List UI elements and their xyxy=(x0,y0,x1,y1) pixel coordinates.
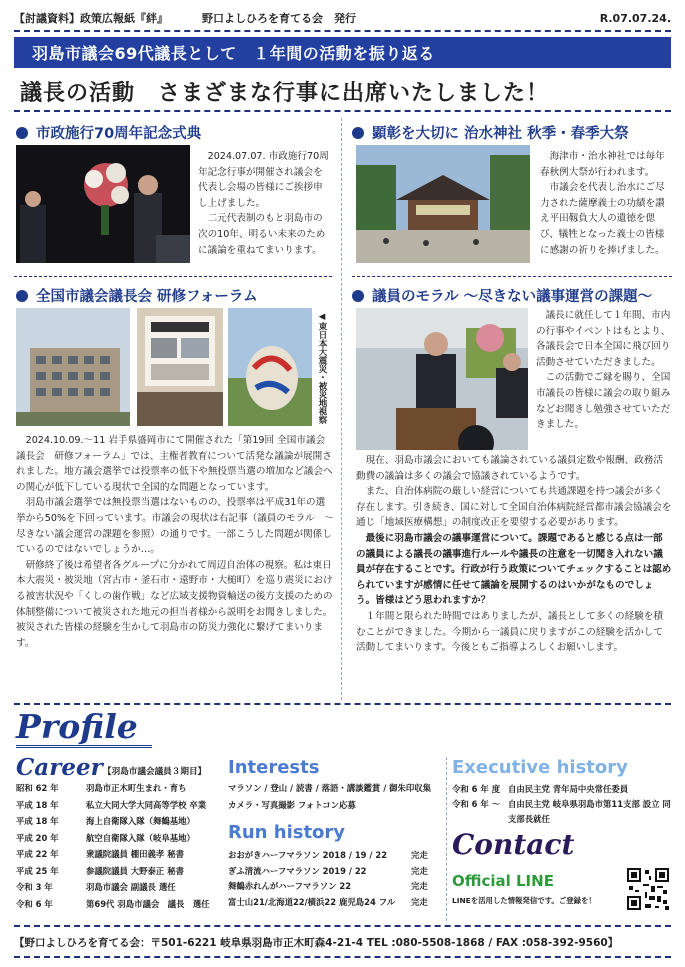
career-row xyxy=(16,830,222,847)
run-name: おおがきハーフマラソン 2018 / 19 / 22 xyxy=(228,850,388,860)
run-history-title: Run history xyxy=(228,822,346,843)
bullet-icon xyxy=(352,127,364,139)
career-note: 【羽島市議会議員３期目】 xyxy=(103,767,207,777)
ceremony-photo xyxy=(16,145,190,263)
run-status: 完走 xyxy=(411,850,428,860)
forum-text: 2024.10.09.～11 岩手県盛岡市にて開催された「第19回 全国市議会議長会 研修フォーラム」では、主権者教育について活発な議論が展開されました。地方議会選挙では投票率の低下や無投票当選の増加など議会への関心が低下している現状で全国的な問題となっています。 羽島市議会選挙では無投票当選はないものの、投票率は平成31年の選挙から50%を下回っています。市議会の現状は右記事（議員のモラル ～尽きない議会運営の課題を参照）の通りです。一部こうした問題が関係しているのではないでしょうか…。 研修終了後は希望者各グループに分かれて周辺自治体の視察。私は東日本大震災・被災地（宮古市・釜石市・遠野市・大槌町）を巡り震災における被害状況や「くしの歯作戦」など広域支援物資輸送の後方支援のための体制整備について被災された地元の担当者様から説明をお聞きしました。被災された皆様の経験を生かして羽島市の防災力強化に繋げてまいります。 xyxy=(16,435,334,649)
forum-photo-exhibit xyxy=(137,308,223,426)
ceremony-text: 2024.07.07. 市政施行70周年記念行事が開催され議会を代表し会場の皆様にご挨拶申し上げました。 二元代表制のもと羽島市の次の10年、明るい未来のために議論を重ねてまいります。 xyxy=(198,151,329,256)
shrine-text: 海津市・治水神社では毎年春秋例大祭が行われます。 市議会を代表し治水にご尽力された薩摩義士の功績を讃え平田靱負大人の遺徳を偲び、犠牲となった義士の皆様に感謝の祈りを捧げました。 xyxy=(540,151,665,256)
run-row xyxy=(228,879,443,895)
divider-right xyxy=(352,276,672,277)
career-row xyxy=(16,780,222,797)
career-text: 羽島市正木町生まれ・育ち xyxy=(86,783,187,793)
run-status: 完走 xyxy=(411,881,428,891)
career-text: 航空自衛隊入隊（岐阜基地） xyxy=(86,832,195,843)
profile-col-divider xyxy=(446,757,447,921)
career-list xyxy=(16,780,222,912)
exec-year: 令和 6 年 ～ xyxy=(452,799,501,809)
publisher: 野口よしひろを育てる会 発行 xyxy=(202,12,356,25)
career-text: 第69代 羽島市議会 議長 選任 xyxy=(86,898,210,909)
career-text: 私立大同大学大同高等学校 卒業 xyxy=(86,799,207,810)
forum-photo-building xyxy=(16,308,130,426)
line-title: Official LINE xyxy=(452,872,554,890)
publication-name: 【討議資料】政策広報紙『絆』 xyxy=(14,12,168,25)
exec-year: 令和 6 年 度 xyxy=(452,784,501,794)
bullet-icon xyxy=(16,127,28,139)
career-year: 昭和 62 年 xyxy=(16,783,59,793)
profile-title: Profile xyxy=(16,707,138,746)
forum-photo-buoy xyxy=(228,308,312,426)
executive-history-list xyxy=(452,782,672,827)
career-title: Career xyxy=(16,754,103,781)
masthead xyxy=(14,8,671,28)
run-row xyxy=(228,848,443,864)
morals-text: 現在、羽島市議会においても議論されている議員定数や報酬、政務活動費の議論は多くの議会で協議されているようです。 また、自治体病院の厳しい経営についても共通課題を持つ議会が多く存在します。引き続き、国に対して全国自治体病院経営都市議会協議会を通じ「地域医療構想」の制度改正を要望する必要があります。 最後に羽島市議会の議事運営について。課題であると感じる点は一部の議員による議長の議事進行ルールや議長の注意を一切聞き入れない議員が存在することです。行政が行う政策についてチェックすることは認められていますが感情に任せて議論を展開するのはいかがなものでしょう。皆様はどう思われますか？ １年間と限られた時間ではありましたが、議長として多くの経験を積むことができました。今期から一議員に戻りますがこの経験を活かして活動してまいります。今後ともご指導よろしくお願いします。 xyxy=(356,455,672,654)
run-name: ぎふ清流ハーフマラソン 2019 / 22 xyxy=(228,865,367,876)
line-qr-code[interactable] xyxy=(625,866,671,912)
exec-row xyxy=(452,782,672,797)
bullet-icon xyxy=(352,290,364,302)
shrine-photo xyxy=(356,145,530,263)
career-row xyxy=(16,879,222,896)
section-title-forum: 全国市議会議長会 研修フォーラム xyxy=(16,285,258,306)
exec-text: 自由民主党 岐阜県羽島市第11支部 設立 同支部長就任 xyxy=(508,799,671,824)
section-title-ceremony: 市政施行70周年記念式典 xyxy=(16,122,201,143)
profile-underline xyxy=(16,745,152,748)
career-text: 海上自衛隊入隊（舞鶴基地） xyxy=(86,816,195,826)
career-row xyxy=(16,797,222,814)
interest-item: マラソン / 登山 / 読書 / 落語・講談鑑賞 / 御朱印収集 xyxy=(228,783,432,793)
career-year: 平成 25 年 xyxy=(16,865,59,876)
line-note: LINEを活用した情報発信です。ご登録を！ xyxy=(452,896,596,905)
forum-photo-caption: ◀東日本大震災・被災地視察 xyxy=(317,312,327,424)
divider-left xyxy=(14,276,332,277)
contact-title: Contact xyxy=(452,828,575,861)
career-year: 平成 20 年 xyxy=(16,832,59,843)
career-year: 平成 18 年 xyxy=(16,799,59,810)
footer-divider xyxy=(14,925,671,927)
career-year: 平成 18 年 xyxy=(16,816,59,826)
executive-history-title: Executive history xyxy=(452,757,628,778)
top-divider xyxy=(14,30,671,32)
exec-text: 自由民主党 青年局中央常任委員 xyxy=(508,784,629,794)
run-row xyxy=(228,864,443,880)
speech-photo xyxy=(356,308,528,450)
run-name: 富士山21/北海道22/横浜22 鹿児島24 フル xyxy=(228,896,396,907)
profile-divider xyxy=(14,703,671,705)
page-headline: 議長の活動 さまざまな行事に出席いたしました！ xyxy=(20,80,550,106)
bottom-divider xyxy=(14,956,671,958)
run-row xyxy=(228,895,443,911)
section-title-shrine: 顕彰を大切に 治水神社 秋季・春季大祭 xyxy=(352,122,629,143)
column-divider xyxy=(341,118,342,700)
career-year: 平成 22 年 xyxy=(16,849,59,859)
morals-text-top: 議長に就任して１年間、市内の行事やイベントはもとより、各議長会で日本全国に飛び回り活動させていただきました。 この活動でご縁を賜り、全国市議長の皆様に議会の取り組みなどお聞きし勉強させていただきました。 xyxy=(536,310,671,431)
career-text: 参議院議員 大野泰正 秘書 xyxy=(86,865,184,876)
career-year: 令和 3 年 xyxy=(16,882,53,892)
section-title-morals: 議員のモラル ～尽きない議事運営の課題～ xyxy=(352,285,652,306)
bullet-icon xyxy=(16,290,28,302)
headline-divider xyxy=(14,110,671,112)
career-year: 令和 6 年 xyxy=(16,898,53,909)
career-row xyxy=(16,896,222,913)
interests-list xyxy=(228,780,440,814)
interest-item: カメラ・写真撮影 フォトコン応募 xyxy=(228,800,356,810)
run-status: 完走 xyxy=(411,896,428,907)
career-text: 羽島市議会 副議長 選任 xyxy=(86,882,176,892)
exec-row xyxy=(452,797,672,827)
career-row xyxy=(16,863,222,880)
run-status: 完走 xyxy=(411,865,428,876)
run-history-list xyxy=(228,848,443,910)
issue-date: R.07.07.24. xyxy=(599,11,671,25)
run-name: 舞鶴赤れんがハーフマラソン 22 xyxy=(228,881,352,891)
interests-title: Interests xyxy=(228,757,320,778)
career-row xyxy=(16,813,222,830)
title-bar: 羽島市議会69代議長として １年間の活動を振り返る xyxy=(14,37,671,68)
career-row xyxy=(16,846,222,863)
footer-contact: 【野口よしひろを育てる会：〒501-6221 岐阜県羽島市正木町森4-21-4 TEL :080-5508-1868 / FAX :058-392-9560】 xyxy=(14,936,619,949)
career-text: 衆議院議員 棚田義孝 秘書 xyxy=(86,849,184,859)
